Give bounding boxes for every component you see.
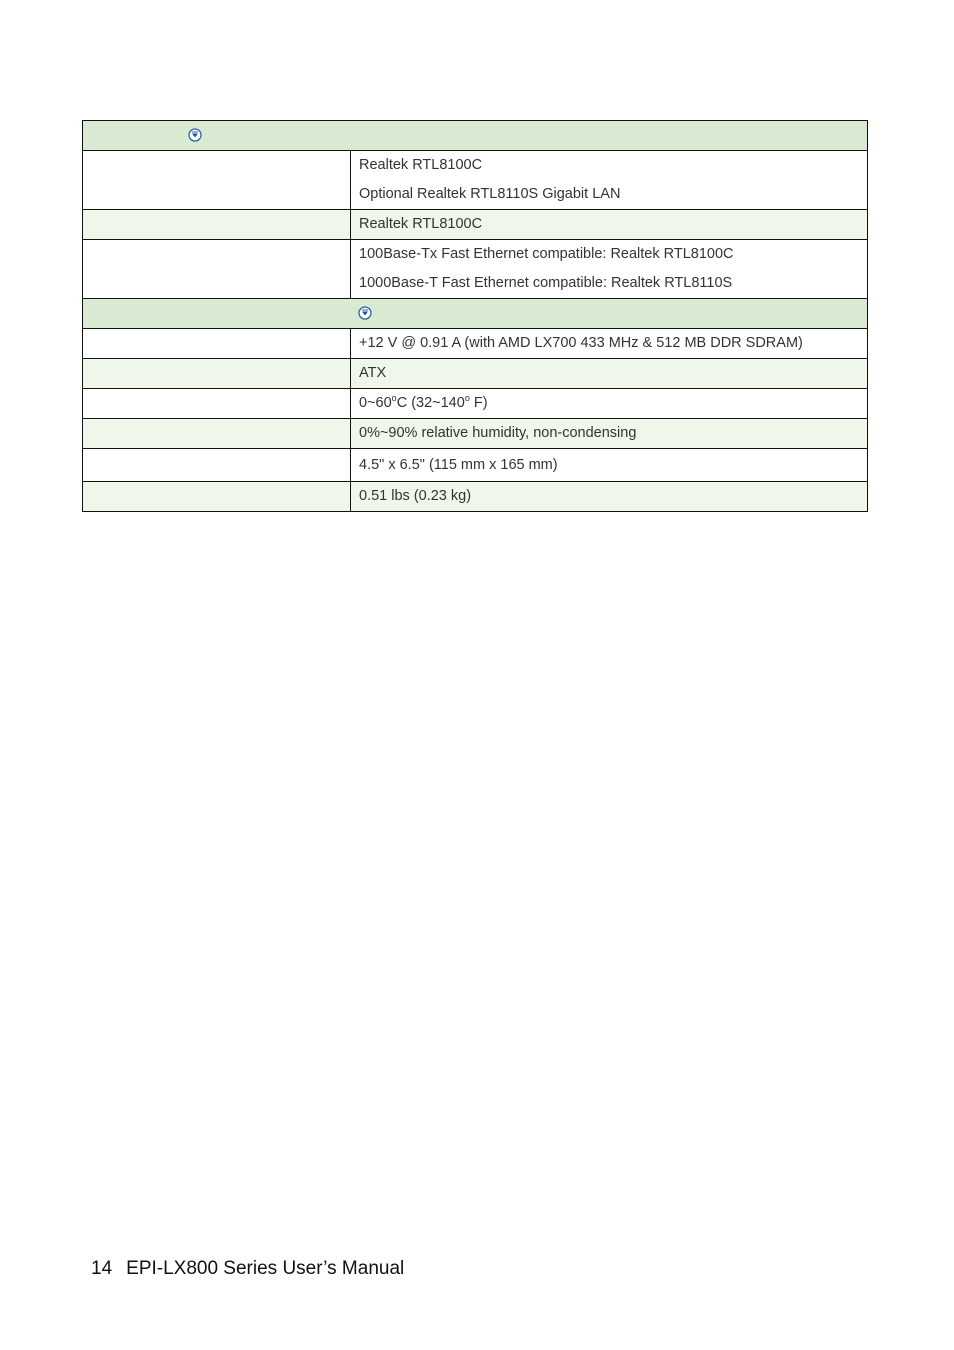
page-number: 14	[91, 1258, 113, 1279]
ethernet-section-header	[83, 121, 868, 151]
expand-down-icon[interactable]	[358, 306, 372, 320]
temperature-value	[351, 389, 868, 419]
specifications-table	[82, 120, 868, 512]
value-cell	[351, 151, 868, 210]
table-row	[83, 449, 868, 482]
power-type-value: ATX	[351, 359, 868, 389]
table-row	[83, 389, 868, 419]
value-line: 1000Base-T Fast Ethernet compatible: Realtek RTL8110S	[359, 275, 733, 291]
label-cell	[83, 389, 351, 419]
label-cell	[83, 482, 351, 512]
mechanical-section-cell	[83, 299, 868, 329]
degree-sup: o	[391, 393, 397, 404]
page-footer	[91, 1258, 404, 1280]
table-row	[83, 329, 868, 359]
table-row	[83, 210, 868, 240]
weight-value: 0.51 lbs (0.23 kg)	[351, 482, 868, 512]
label-cell	[83, 210, 351, 240]
label-cell	[83, 151, 351, 210]
value-cell	[351, 240, 868, 299]
table-row	[83, 359, 868, 389]
label-cell	[83, 359, 351, 389]
label-cell	[83, 419, 351, 449]
dimensions-value: 4.5" x 6.5" (115 mm x 165 mm)	[351, 449, 868, 482]
manual-title: EPI-LX800 Series User’s Manual	[126, 1258, 405, 1279]
ethernet-section-cell	[83, 121, 868, 151]
expand-down-icon[interactable]	[188, 128, 202, 142]
value-line: Realtek RTL8100C	[359, 216, 483, 232]
value-line: 100Base-Tx Fast Ethernet compatible: Realtek RTL8100C	[359, 246, 734, 262]
label-cell	[83, 329, 351, 359]
label-cell	[83, 240, 351, 299]
humidity-value: 0%~90% relative humidity, non-condensing	[351, 419, 868, 449]
table-row	[83, 482, 868, 512]
value-line: Optional Realtek RTL8110S Gigabit LAN	[359, 186, 621, 202]
power-requirement-value: +12 V @ 0.91 A (with AMD LX700 433 MHz & 512 MB DDR SDRAM)	[351, 329, 868, 359]
temp-suffix: F)	[469, 395, 488, 411]
value-cell	[351, 210, 868, 240]
table-row	[83, 240, 868, 299]
degree-sup: o	[464, 393, 470, 404]
label-cell	[83, 449, 351, 482]
temp-prefix: 0~60	[359, 395, 392, 411]
mechanical-section-header	[83, 299, 868, 329]
temp-middle: C (32~140	[396, 395, 465, 411]
table-row	[83, 419, 868, 449]
table-row	[83, 151, 868, 210]
value-line: Realtek RTL8100C	[359, 157, 483, 173]
